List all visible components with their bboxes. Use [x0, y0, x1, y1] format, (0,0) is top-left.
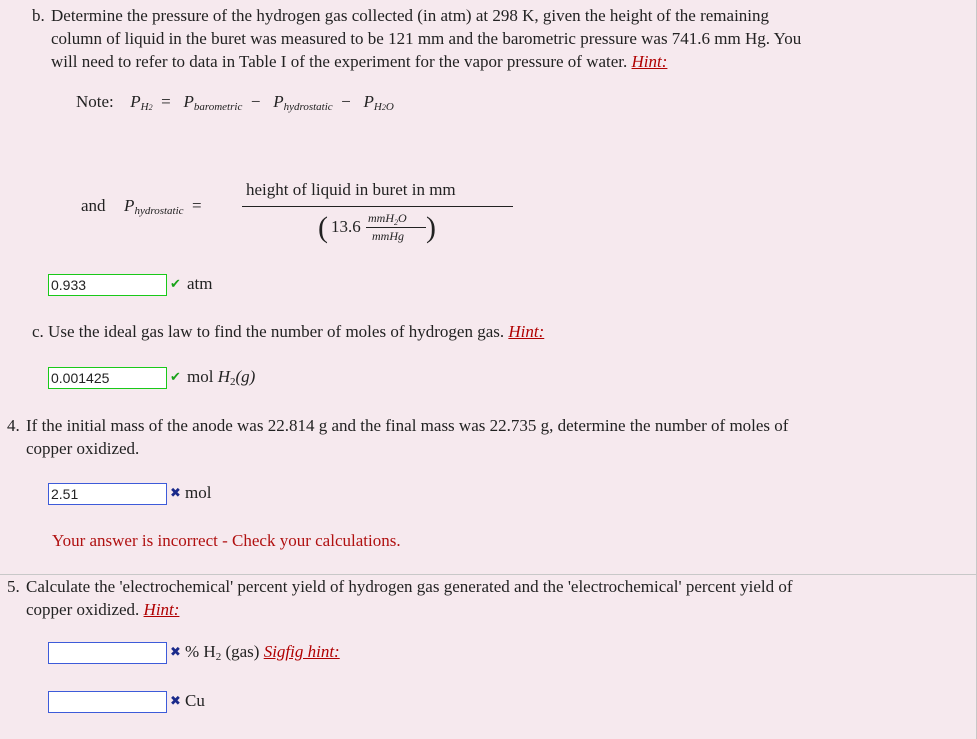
q5-cu-yield-input[interactable]	[48, 691, 167, 713]
factor-denominator: mmHg	[372, 229, 404, 243]
q5-line2: copper oxidized.	[26, 600, 140, 619]
part-c-prefix: c.	[32, 322, 44, 341]
q4-line1: If the initial mass of the anode was 22.814 g and the final mass was 22.735 g, determine the number of moles of	[26, 416, 789, 435]
part-b-line3: will need to refer to data in Table I of the experiment for the vapor pressure of water.	[51, 52, 628, 71]
part-c-unit: mol H2(g)	[187, 367, 256, 388]
part-b-hint-link[interactable]: Hint:	[631, 52, 668, 71]
q4-answer-input[interactable]: 2.51	[48, 483, 167, 505]
q5-h2-yield-input[interactable]	[48, 642, 167, 664]
part-b-unit: atm	[187, 274, 213, 293]
q4-line2: copper oxidized.	[26, 439, 140, 458]
q4-prefix: 4.	[7, 416, 20, 435]
part-b-answer-input[interactable]: 0.933	[48, 274, 167, 296]
part-c-prompt	[32, 322, 544, 342]
check-icon: ✔	[170, 369, 181, 384]
cross-icon: ✖	[170, 693, 181, 708]
note-label: Note:	[76, 92, 114, 111]
fraction-numerator: height of liquid in buret in mm	[246, 180, 456, 199]
factor-bar	[366, 227, 426, 228]
q5-h2-unit: % H2 (gas) Sigfig hint:	[185, 642, 340, 663]
cross-icon: ✖	[170, 485, 181, 500]
and-label: and	[81, 196, 106, 215]
q5-cu-unit: Cu	[185, 691, 205, 710]
part-b-line2: column of liquid in the buret was measured to be 121 mm and the barometric pressure was 741.6 mm Hg. You	[51, 29, 802, 48]
factor-numerator: mmH$_2$O	[368, 211, 407, 227]
q5-prefix: 5.	[7, 577, 20, 596]
part-b-line1: Determine the pressure of the hydrogen gas collected (in atm) at 298 K, given the height of the remaining	[51, 6, 770, 25]
factor-value: 13.6	[331, 217, 361, 236]
check-icon: ✔	[170, 276, 181, 291]
q5-hint-link[interactable]: Hint:	[143, 600, 180, 619]
part-c-answer-input[interactable]: 0.001425	[48, 367, 167, 389]
part-c-text: Use the ideal gas law to find the number of moles of hydrogen gas.	[48, 322, 505, 341]
left-paren: (	[318, 211, 328, 244]
q5-line1: Calculate the 'electrochemical' percent yield of hydrogen gas generated and the 'electrochemical' percent yield of	[26, 577, 793, 596]
q4-feedback: Your answer is incorrect - Check your calculations.	[52, 531, 401, 550]
question-panel-5	[0, 574, 977, 739]
fraction-bar	[242, 206, 513, 207]
sigfig-hint-link[interactable]: Sigfig hint:	[263, 642, 340, 661]
part-b-prefix: b.	[32, 6, 45, 25]
right-paren: )	[426, 211, 436, 244]
note-formula: Note: $P_{H2} = P_{barometric} - P_{hydrostatic} - P_{H2O}$	[76, 92, 394, 113]
hydrostatic-label: and $P_{hydrostatic}$ =	[81, 196, 202, 217]
part-c-hint-link[interactable]: Hint:	[508, 322, 545, 341]
q4-unit: mol	[185, 483, 212, 502]
cross-icon: ✖	[170, 644, 181, 659]
